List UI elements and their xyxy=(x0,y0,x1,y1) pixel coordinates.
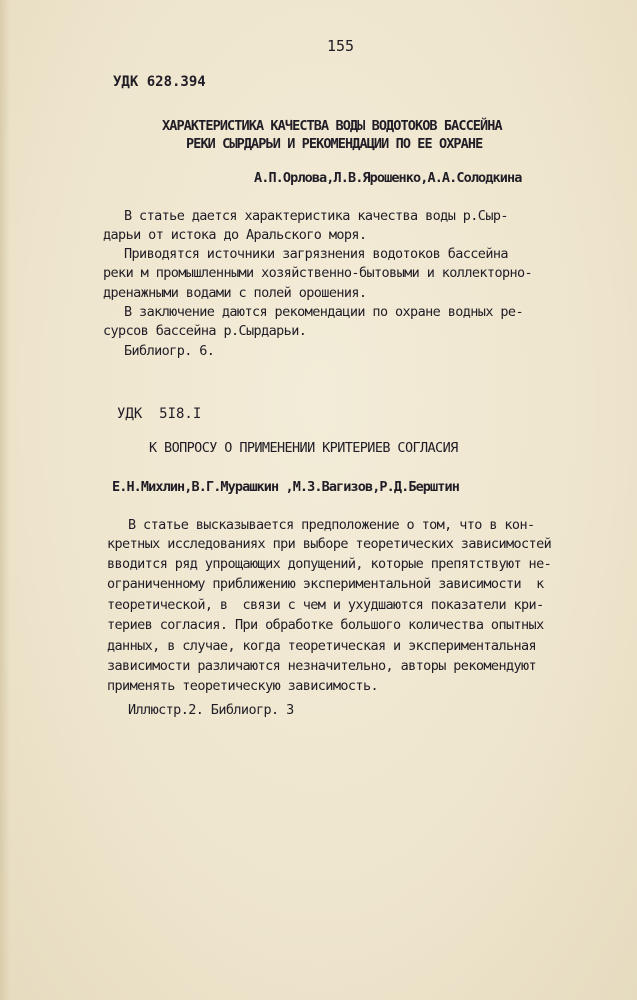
abstract-line: вводится ряд упрощающих допущений, которые препятствуют не- xyxy=(107,556,552,572)
abstract-line: теоретической, в связи с чем и ухудшаются показатели кри- xyxy=(107,597,544,613)
abstract-line: кретных исследованиях при выборе теоретических зависимостей xyxy=(107,536,552,552)
title-line: К ВОПРОСУ О ПРИМЕНЕНИИ КРИТЕРИЕВ СОГЛАСИЯ xyxy=(149,440,458,456)
abstract-line: ограниченному приближению экспериментальной зависимости к xyxy=(107,576,544,592)
abstract-line: реки м промышленными хозяйственно-бытовыми и коллекторно- xyxy=(103,265,533,281)
authors: Е.Н.Михлин,В.Г.Мурашкин ,М.З.Вагизов,Р.Д.Берштин xyxy=(112,479,459,495)
abstract-line: дарьи от истока до Аральского моря. xyxy=(103,227,367,243)
title-line: ХАРАКТЕРИСТИКА КАЧЕСТВА ВОДЫ ВОДОТОКОВ БАССЕЙНА xyxy=(162,118,502,134)
abstract-line: В статье высказывается предположение о том, что в кон- xyxy=(128,517,535,533)
page-number: 155 xyxy=(327,37,355,55)
abstract-line: применять теоретическую зависимость. xyxy=(107,678,378,694)
abstract-line: териев согласия. При обработке большого количества опытных xyxy=(107,617,544,633)
abstract-line: сурсов бассейна р.Сырдарьи. xyxy=(103,323,307,339)
abstract-line: зависимости различаются незначительно, авторы рекомендуют xyxy=(107,658,537,674)
title-line: РЕКИ СЫРДАРЬИ И РЕКОМЕНДАЦИИ ПО ЕЕ ОХРАНЕ xyxy=(186,136,483,152)
abstract-line: В заключение даются рекомендации по охране водных ре- xyxy=(124,304,523,320)
udk-code: УДК 628.394 xyxy=(113,74,206,90)
udk-code: УДК 5I8.I xyxy=(117,406,202,422)
bibliography-note: Библиогр. 6. xyxy=(124,343,215,359)
abstract-line: данных, в случае, когда теоретическая и экспериментальная xyxy=(107,638,537,654)
authors: А.П.Орлова,Л.В.Ярошенко,А.А.Солодкина xyxy=(254,170,522,186)
bibliography-note: Иллюстр.2. Библиогр. 3 xyxy=(128,702,294,718)
abstract-line: дренажными водами с полей орошения. xyxy=(103,285,367,301)
abstract-line: Приводятся источники загрязнения водотоков бассейна xyxy=(124,246,508,262)
abstract-line: В статье дается характеристика качества воды р.Сыр- xyxy=(124,208,508,224)
